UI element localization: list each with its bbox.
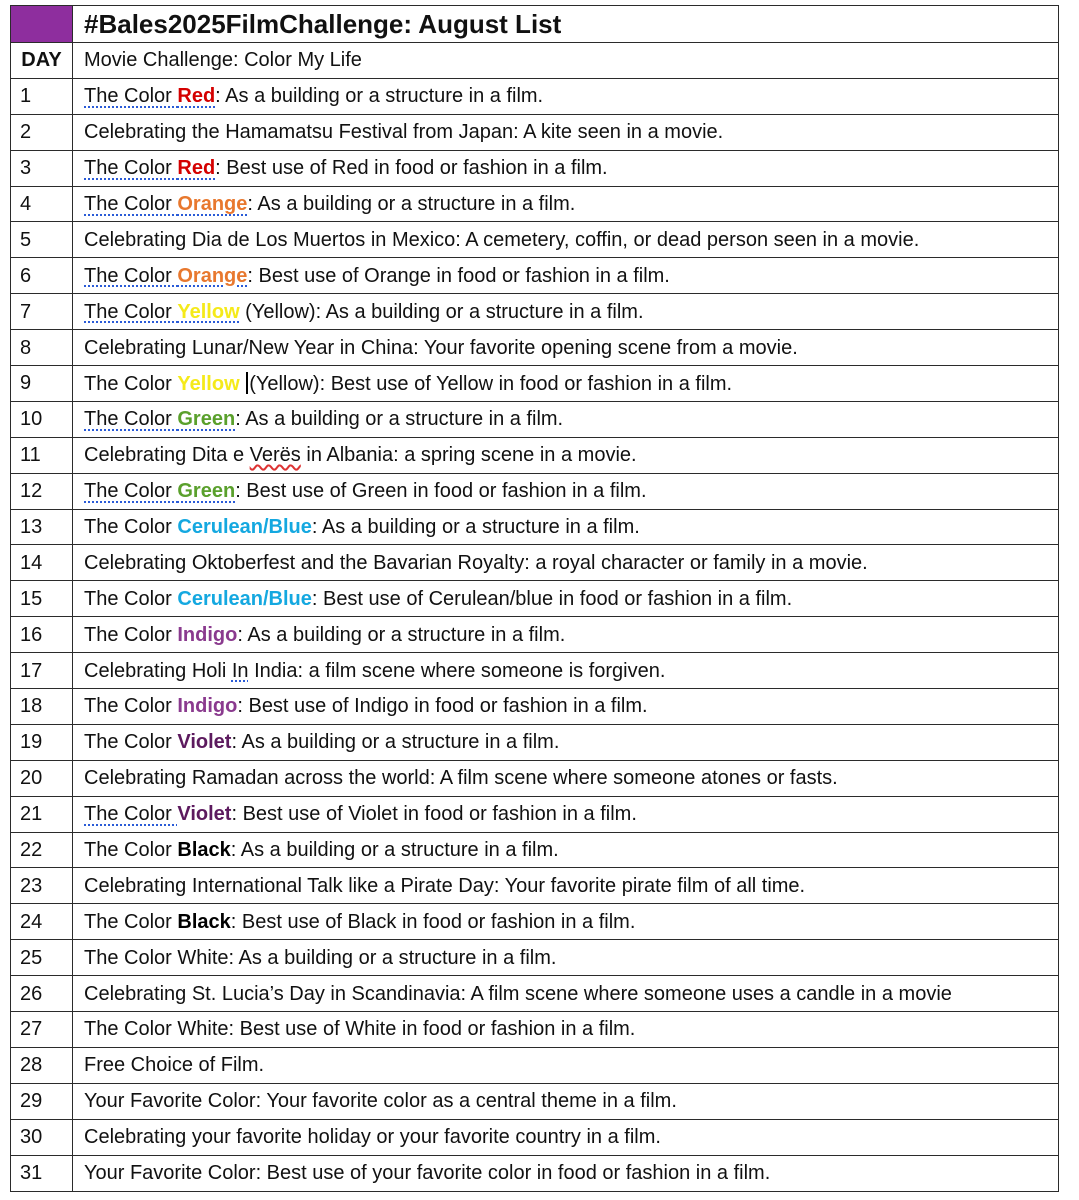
day-number: 3 (11, 150, 73, 186)
challenge-text (73, 1155, 1059, 1191)
challenge-text-part: The Color (84, 300, 178, 323)
color-keyword: Cerulean/Blue (177, 516, 312, 539)
challenge-text-part: Free Choice of Film. (84, 1054, 265, 1077)
table-row (11, 760, 1059, 796)
color-keyword: Red (177, 157, 216, 180)
color-keyword: Indigo (177, 695, 238, 718)
table-row (11, 222, 1059, 258)
challenge-text-part: Celebrating Dia de Los Muertos in Mexico: A cemetery, coffin, or dead person seen in a movie. (84, 228, 920, 251)
challenge-text-part: In (231, 659, 249, 682)
day-number: 28 (11, 1047, 73, 1083)
challenge-text-part: in Albania: a spring scene in a movie. (300, 444, 637, 467)
challenge-text-part: The Color (84, 193, 178, 215)
challenge-text (73, 976, 1059, 1012)
day-number: 15 (11, 581, 73, 617)
day-number: 27 (11, 1012, 73, 1048)
title-row (11, 6, 1059, 43)
day-number: 26 (11, 976, 73, 1012)
header-row (11, 43, 1059, 79)
challenge-text (73, 78, 1059, 114)
challenge-text (73, 401, 1059, 437)
challenge-text-part: Celebrating International Talk like a Pirate Day: Your favorite pirate film of all time. (84, 874, 806, 897)
day-number: 12 (11, 473, 73, 509)
challenge-text-part: : Best use of Indigo in food or fashion in a film. (237, 695, 648, 718)
table-row (11, 617, 1059, 653)
challenge-text-part: The Color (84, 803, 178, 826)
challenge-text (73, 689, 1059, 725)
challenge-text-part: : As a building or a structure in a film. (247, 193, 576, 215)
color-keyword: Cerulean/Blue (177, 587, 312, 610)
day-number: 25 (11, 940, 73, 976)
day-column-header: DAY (11, 43, 73, 79)
color-keyword: Orange (177, 193, 248, 215)
day-number: 6 (11, 258, 73, 294)
challenge-text-part: Celebrating Lunar/New Year in China: Your favorite opening scene from a movie. (84, 336, 798, 359)
day-number: 8 (11, 330, 73, 366)
color-keyword: Yellow (177, 373, 240, 396)
challenge-text (73, 1119, 1059, 1155)
day-number: 2 (11, 114, 73, 150)
challenge-text (73, 366, 1059, 402)
table-row (11, 1155, 1059, 1191)
challenge-text (73, 473, 1059, 509)
challenge-text (73, 114, 1059, 150)
challenge-text-part: The Color (84, 157, 178, 180)
challenge-text (73, 940, 1059, 976)
day-number: 5 (11, 222, 73, 258)
challenge-text (73, 1012, 1059, 1048)
day-number: 20 (11, 760, 73, 796)
challenge-sheet (10, 5, 1059, 1192)
challenge-text (73, 724, 1059, 760)
challenge-text-part: : As a building or a structure in a film. (235, 408, 564, 431)
table-row (11, 186, 1059, 222)
table-row (11, 473, 1059, 509)
table-row (11, 401, 1059, 437)
challenge-text-part: India: a film scene where someone is forgiven. (248, 659, 666, 682)
table-row (11, 545, 1059, 581)
challenge-table (10, 5, 1059, 1192)
challenge-text (73, 545, 1059, 581)
table-row (11, 150, 1059, 186)
challenge-text-part: The Color White: As a building or a structure in a film. (84, 946, 557, 969)
day-number: 18 (11, 689, 73, 725)
day-number: 9 (11, 366, 73, 402)
challenge-text (73, 1083, 1059, 1119)
color-keyword: Yellow (177, 300, 240, 323)
table-row (11, 258, 1059, 294)
challenge-text-part: The Color (84, 839, 178, 862)
day-number: 23 (11, 868, 73, 904)
table-row (11, 581, 1059, 617)
table-row (11, 904, 1059, 940)
challenge-text-part: : Best use of Red in food or fashion in a film. (215, 157, 608, 180)
challenge-text (73, 653, 1059, 689)
challenge-text-part: : As a building or a structure in a film. (231, 731, 560, 754)
challenge-text (73, 832, 1059, 868)
challenge-text-part: The Color (84, 623, 178, 646)
challenge-text-part: : As a building or a structure in a film. (230, 839, 559, 862)
day-number: 19 (11, 724, 73, 760)
challenge-text-part: The Color (84, 695, 178, 718)
challenge-text (73, 330, 1059, 366)
challenge-text (73, 509, 1059, 545)
challenge-text-part: Celebrating Oktoberfest and the Bavarian Royalty: a royal character or family in a movie. (84, 551, 868, 574)
page-title: #Bales2025FilmChallenge: August List (73, 6, 1059, 43)
table-row (11, 294, 1059, 330)
challenge-text (73, 437, 1059, 473)
challenge-text (73, 617, 1059, 653)
challenge-text-part: (Yellow): Best use of Yellow in food or fashion in a film. (249, 373, 733, 396)
color-keyword: Green (177, 480, 236, 503)
color-keyword: Indigo (177, 623, 238, 646)
challenge-text-part (240, 373, 246, 395)
challenge-text-part: The Color (84, 85, 178, 108)
color-keyword: Black (177, 910, 231, 933)
table-row (11, 330, 1059, 366)
table-row (11, 976, 1059, 1012)
challenge-text-part: Verës (249, 444, 301, 467)
challenge-text-part: Celebrating Dita e (84, 444, 250, 467)
day-number: 17 (11, 653, 73, 689)
table-row (11, 1047, 1059, 1083)
challenge-text-part: Celebrating Ramadan across the world: A film scene where someone atones or fasts. (84, 767, 838, 790)
challenge-column-header: Movie Challenge: Color My Life (73, 43, 1059, 79)
day-number: 16 (11, 617, 73, 653)
challenge-text-part: The Color White: Best use of White in food or fashion in a film. (84, 1018, 636, 1041)
day-number: 30 (11, 1119, 73, 1155)
challenge-text-part: Your Favorite Color: Best use of your favorite color in food or fashion in a film. (84, 1162, 771, 1185)
text-cursor-icon (246, 372, 248, 394)
challenge-text-part: The Color (84, 480, 178, 503)
challenge-text-part: The Color (84, 408, 178, 431)
challenge-text-part: Celebrating your favorite holiday or your favorite country in a film. (84, 1126, 661, 1149)
day-number: 13 (11, 509, 73, 545)
challenge-text (73, 868, 1059, 904)
challenge-text-part: (Yellow): As a building or a structure in a film. (239, 300, 644, 323)
table-row (11, 1012, 1059, 1048)
challenge-text-part: : Best use of Black in food or fashion in a film. (230, 910, 636, 933)
day-number: 4 (11, 186, 73, 222)
color-keyword: Green (177, 408, 236, 431)
challenge-text-part: : As a building or a structure in a film. (237, 623, 566, 646)
table-row (11, 689, 1059, 725)
challenge-text (73, 258, 1059, 294)
challenge-text (73, 581, 1059, 617)
day-number: 1 (11, 78, 73, 114)
table-row (11, 940, 1059, 976)
table-row (11, 366, 1059, 402)
day-number: 29 (11, 1083, 73, 1119)
day-number: 22 (11, 832, 73, 868)
table-row (11, 114, 1059, 150)
table-row (11, 724, 1059, 760)
table-row (11, 653, 1059, 689)
challenge-text-part: : As a building or a structure in a film. (311, 516, 640, 539)
day-number: 31 (11, 1155, 73, 1191)
challenge-text-part: The Color (84, 587, 178, 610)
challenge-text (73, 760, 1059, 796)
day-number: 24 (11, 904, 73, 940)
color-keyword: Black (177, 839, 231, 862)
challenge-text-part: : Best use of Cerulean/blue in food or fashion in a film. (311, 587, 793, 610)
challenge-text (73, 150, 1059, 186)
challenge-text-part: The Color (84, 910, 178, 933)
table-row (11, 1119, 1059, 1155)
color-keyword: Violet (177, 731, 232, 754)
challenge-text (73, 294, 1059, 330)
challenge-text-part: The Color (84, 731, 178, 754)
table-row (11, 832, 1059, 868)
challenge-text-part: : Best use of Orange in food or fashion in a film. (247, 264, 670, 287)
day-number: 21 (11, 796, 73, 832)
challenge-text-part: The Color (84, 264, 178, 287)
table-row (11, 796, 1059, 832)
color-keyword: Red (177, 85, 216, 108)
challenge-text-part: : As a building or a structure in a film. (215, 85, 544, 108)
challenge-text-part: : Best use of Green in food or fashion in a film. (235, 480, 647, 503)
table-row (11, 78, 1059, 114)
challenge-text (73, 796, 1059, 832)
challenge-text (73, 222, 1059, 258)
table-row (11, 1083, 1059, 1119)
challenge-text-part: Your Favorite Color: Your favorite color as a central theme in a film. (84, 1090, 677, 1113)
challenge-text (73, 186, 1059, 222)
challenge-text (73, 1047, 1059, 1083)
challenge-text-part: Celebrating Holi (84, 659, 232, 682)
color-keyword: Orange (177, 264, 248, 287)
challenge-text-part: Celebrating St. Lucia’s Day in Scandinavia: A film scene where someone uses a candle in a movie (84, 982, 952, 1005)
challenge-text (73, 904, 1059, 940)
title-color-swatch (11, 6, 73, 43)
table-row (11, 509, 1059, 545)
day-number: 7 (11, 294, 73, 330)
challenge-text-part: : Best use of Violet in food or fashion in a film. (231, 803, 637, 826)
challenge-text-part: The Color (84, 373, 178, 396)
challenge-text-part: The Color (84, 516, 178, 539)
challenge-text-part: Celebrating the Hamamatsu Festival from Japan: A kite seen in a movie. (84, 121, 724, 144)
day-number: 14 (11, 545, 73, 581)
table-row (11, 868, 1059, 904)
table-row (11, 437, 1059, 473)
day-number: 10 (11, 401, 73, 437)
color-keyword: Violet (177, 803, 232, 826)
day-number: 11 (11, 437, 73, 473)
